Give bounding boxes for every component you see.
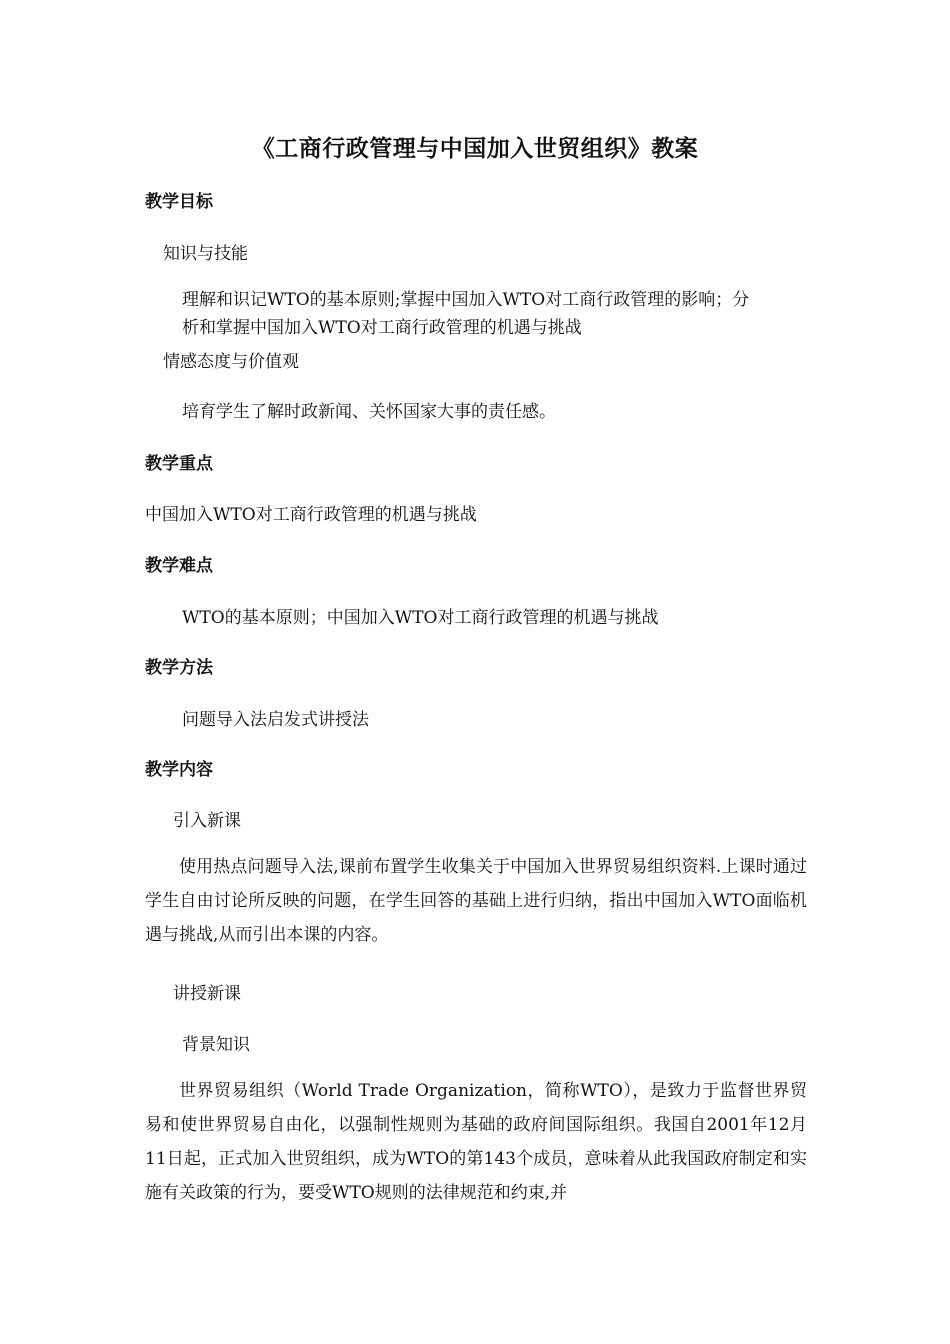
subheading-intro: 引入新课	[173, 811, 241, 831]
key-points-text: 中国加入WTO对工商行政管理的机遇与挑战	[145, 505, 477, 525]
knowledge-text-line-1: 理解和识记WTO的基本原则;掌握中国加入WTO对工商行政管理的影响；分	[182, 290, 750, 310]
subheading-attitude-values: 情感态度与价值观	[163, 352, 299, 372]
background-paragraph: 世界贸易组织（World Trade Organization，简称WTO），是致力于监督世界贸易和使世界贸易自由化，以强制性规则为基础的政府间国际组织。我国自2001年12月11日起，正式加入世贸组织，成为WTO的第143个成员，意味着从此我国政府制定和实施有关政策的行为，要受WTO规则的法律规范和约束,并	[145, 1081, 807, 1203]
subheading-knowledge-skills: 知识与技能	[163, 244, 248, 264]
heading-difficulties: 教学难点	[145, 556, 213, 576]
subheading-background: 背景知识	[182, 1035, 250, 1055]
attitude-text: 培育学生了解时政新闻、关怀国家大事的责任感。	[182, 402, 556, 422]
document-title: 《工商行政管理与中国加入世贸组织》教案	[251, 135, 699, 162]
subheading-lecture: 讲授新课	[173, 984, 241, 1004]
heading-content: 教学内容	[145, 760, 213, 780]
knowledge-text-line-2: 析和掌握中国加入WTO对工商行政管理的机遇与挑战	[182, 318, 582, 338]
difficulties-text: WTO的基本原则；中国加入WTO对工商行政管理的机遇与挑战	[182, 608, 659, 628]
heading-teaching-goals: 教学目标	[145, 192, 213, 212]
intro-paragraph: 使用热点问题导入法,课前布置学生收集关于中国加入世界贸易组织资料.上课时通过学生自由讨论所反映的问题，在学生回答的基础上进行归纳，指出中国加入WTO面临机遇与挑战,从而引出本课的内容。	[145, 857, 807, 945]
methods-text: 问题导入法启发式讲授法	[182, 710, 369, 730]
heading-methods: 教学方法	[145, 658, 213, 678]
heading-key-points: 教学重点	[145, 454, 213, 474]
